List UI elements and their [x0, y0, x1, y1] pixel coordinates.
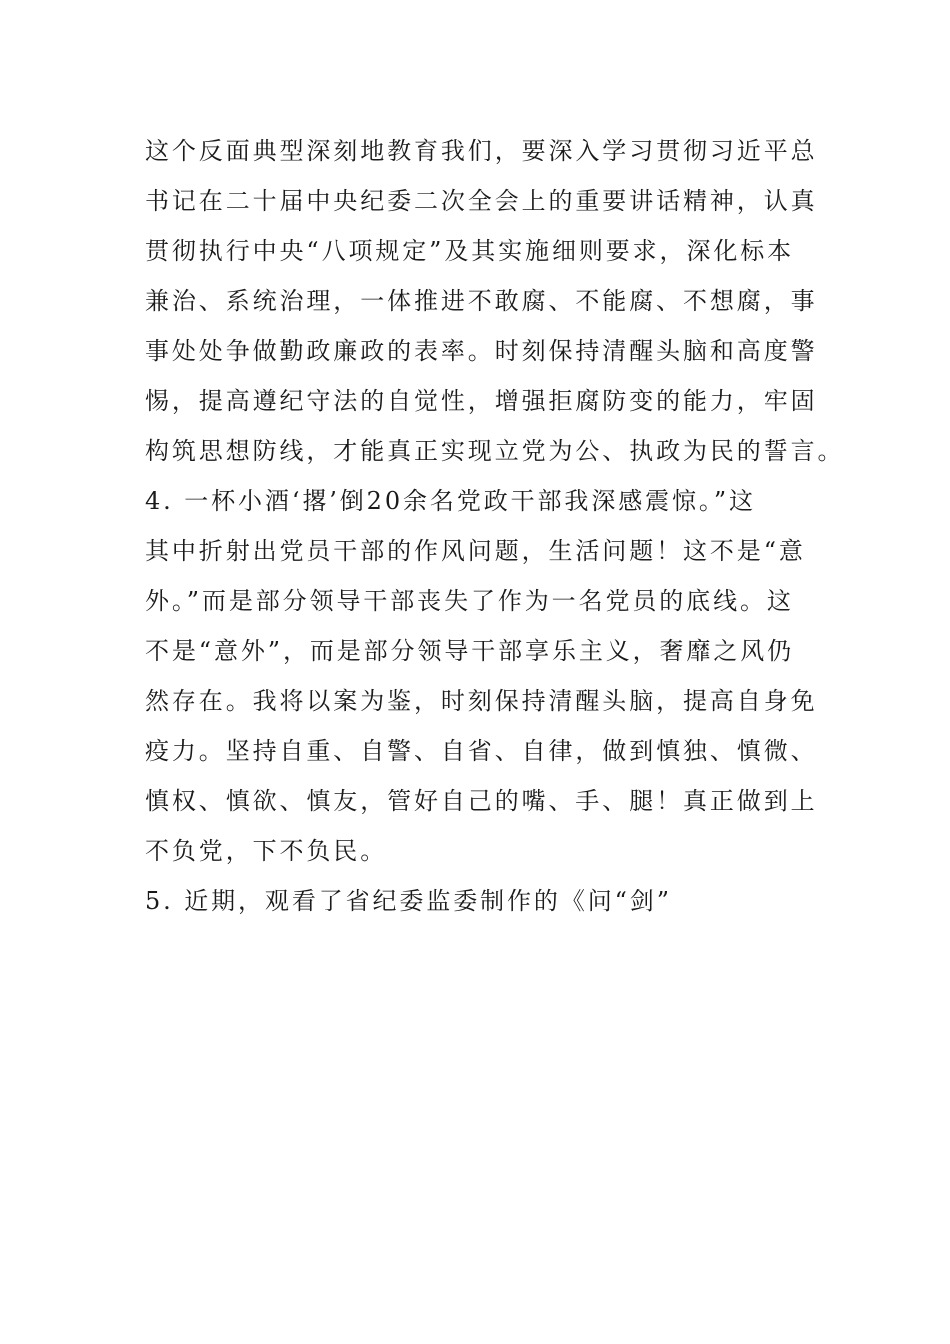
text-line: 惕，提高遵纪守法的自觉性，增强拒腐防变的能力，牢固 [145, 387, 818, 415]
text-line: 兼治、系统治理，一体推进不敢腐、不能腐、不想腐，事 [145, 287, 818, 315]
list-item-5-start: 5. 近期，观看了省纪委监委制作的《问“剑” [145, 887, 672, 915]
text-line: 不是“意外”，而是部分领导干部享乐主义，奢靡之风仍 [145, 637, 795, 665]
text-line: 其中折射出党员干部的作风问题，生活问题！这不是“意 [145, 537, 806, 565]
list-item-4-start: 4. 一杯小酒‘撂’倒20余名党政干部我深感震惊。”这 [145, 487, 756, 515]
text-line: 不负党，下不负民。 [145, 837, 388, 865]
text-line: 构筑思想防线，才能真正实现立党为公、执政为民的誓言。 [145, 437, 845, 465]
text-line: 然存在。我将以案为鉴，时刻保持清醒头脑，提高自身免 [145, 687, 818, 715]
text-line: 外。”而是部分领导干部丧失了作为一名党员的底线。这 [145, 587, 794, 615]
text-line: 书记在二十届中央纪委二次全会上的重要讲话精神，认真 [145, 187, 818, 215]
text-line: 这个反面典型深刻地教育我们，要深入学习贯彻习近平总 [145, 137, 818, 165]
text-line: 疫力。坚持自重、自警、自省、自律，做到慎独、慎微、 [145, 737, 818, 765]
text-line: 事处处争做勤政廉政的表率。时刻保持清醒头脑和高度警 [145, 337, 818, 365]
text-line: 慎权、慎欲、慎友，管好自己的嘴、手、腿！真正做到上 [145, 787, 818, 815]
text-line: 贯彻执行中央“八项规定”及其实施细则要求，深化标本 [145, 237, 795, 265]
